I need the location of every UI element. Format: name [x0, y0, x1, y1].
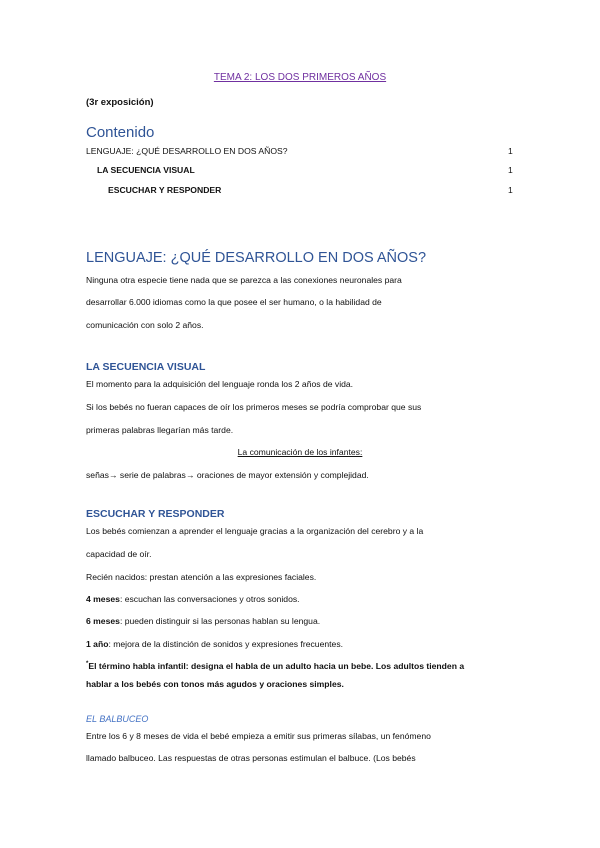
document-subtitle: (3r exposición)	[86, 97, 154, 108]
paragraph-line: primeras palabras llegarían más tarde.	[86, 425, 234, 435]
paragraph-line: Si los bebés no fueran capaces de oír los primeros meses se podría comprobar que sus	[86, 402, 422, 412]
milestone-label: 4 meses	[86, 594, 120, 604]
milestone-item	[86, 594, 300, 604]
paragraph-line: desarrollar 6.000 idiomas como la que posee el ser humano, o la habilidad de	[86, 297, 382, 307]
toc-page-number: 1	[508, 146, 513, 156]
paragraph-line: Entre los 6 y 8 meses de vida el bebé empieza a emitir sus primeras sílabas, un fenómeno	[86, 731, 431, 741]
toc-page-number: 1	[508, 185, 513, 195]
milestone-text: : mejora de la distinción de sonidos y expresiones frecuentes.	[108, 639, 344, 649]
note-line	[86, 661, 464, 671]
milestone-text: : pueden distinguir si las personas hablan su lengua.	[119, 616, 321, 626]
note-marker: *	[86, 661, 89, 668]
communication-subheading: La comunicación de los infantes:	[237, 447, 363, 457]
section-heading-lenguaje: LENGUAJE: ¿QUÉ DESARROLLO EN DOS AÑOS?	[86, 250, 427, 266]
toc-page-number: 1	[508, 165, 513, 175]
toc-entry-lenguaje[interactable]: LENGUAJE: ¿QUÉ DESARROLLO EN DOS AÑOS?	[86, 146, 288, 156]
paragraph-line: capacidad de oír.	[86, 549, 152, 559]
milestone-label: 6 meses	[86, 616, 120, 626]
milestone-label: 1 año	[86, 639, 109, 649]
paragraph-line: llamado balbuceo. Las respuestas de otras personas estimulan el balbuce. (Los bebés	[86, 753, 416, 763]
milestone-item	[86, 639, 343, 649]
communication-sequence: señas→ serie de palabras→ oraciones de mayor extensión y complejidad.	[86, 470, 369, 480]
paragraph-line: comunicación con solo 2 años.	[86, 320, 204, 330]
note-text: El término habla infantil: designa el habla de un adulto hacia un bebe. Los adultos tienden a	[88, 661, 465, 671]
paragraph-line: Ninguna otra especie tiene nada que se parezca a las conexiones neuronales para	[86, 275, 402, 285]
section-heading-secuencia-visual: LA SECUENCIA VISUAL	[86, 361, 206, 373]
section-heading-balbuceo: EL BALBUCEO	[86, 714, 149, 724]
paragraph-line: Los bebés comienzan a aprender el lenguaje gracias a la organización del cerebro y a la	[86, 526, 424, 536]
section-heading-escuchar-responder: ESCUCHAR Y RESPONDER	[86, 508, 225, 520]
document-title: TEMA 2: LOS DOS PRIMEROS AÑOS	[213, 72, 387, 83]
toc-entry-escuchar-responder[interactable]: ESCUCHAR Y RESPONDER	[108, 185, 222, 195]
paragraph-line: El momento para la adquisición del lenguaje ronda los 2 años de vida.	[86, 379, 354, 389]
toc-entry-secuencia-visual[interactable]: LA SECUENCIA VISUAL	[97, 165, 195, 175]
note-line: hablar a los bebés con tonos más agudos y oraciones simples.	[86, 679, 344, 689]
milestone-item	[86, 616, 320, 626]
toc-heading: Contenido	[86, 124, 155, 141]
milestone-text: : escuchan las conversaciones y otros sonidos.	[119, 594, 300, 604]
paragraph-line: Recién nacidos: prestan atención a las expresiones faciales.	[86, 572, 317, 582]
